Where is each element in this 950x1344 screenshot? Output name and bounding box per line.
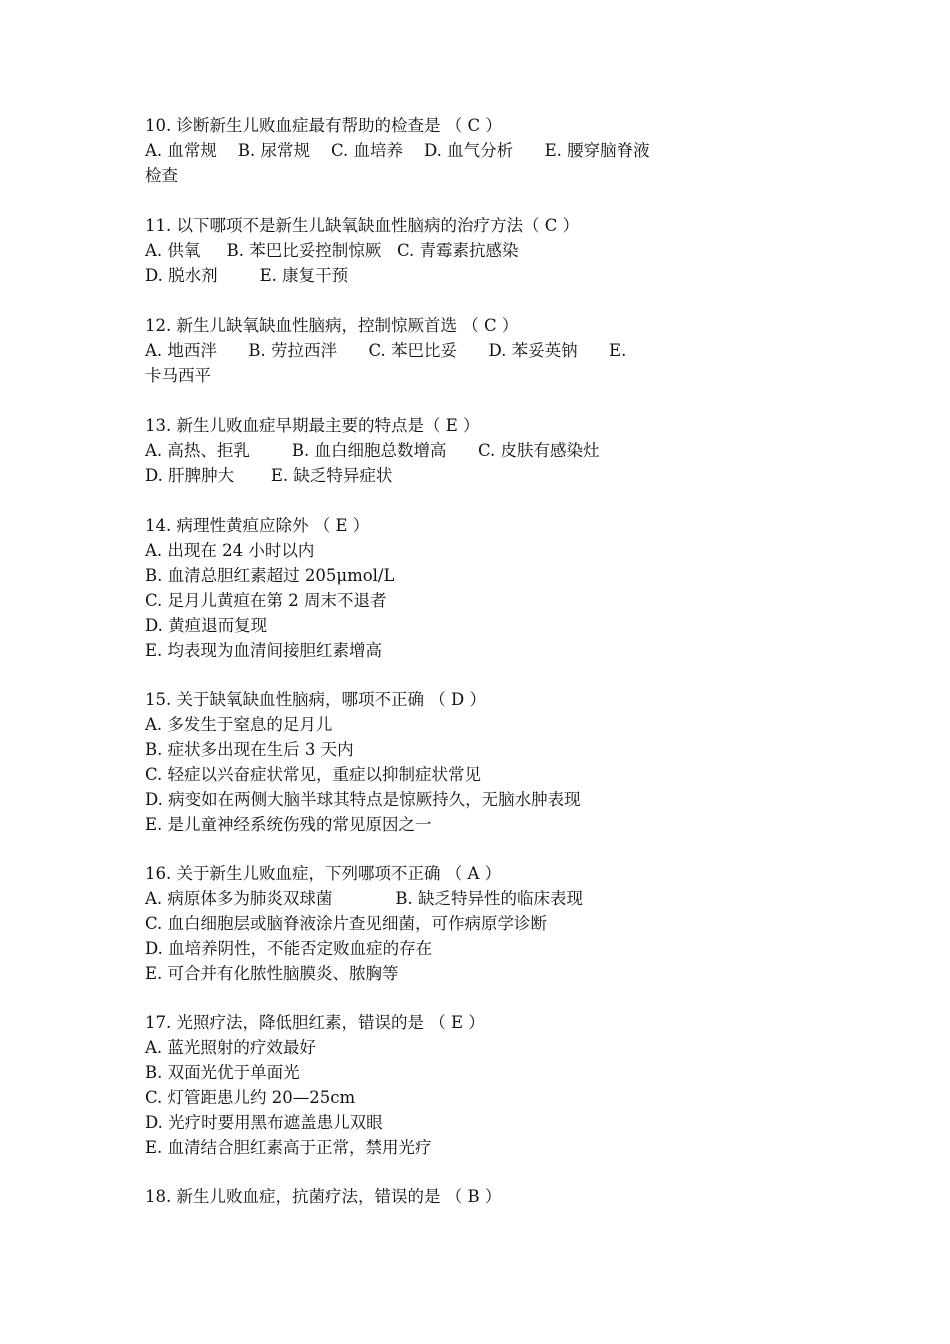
question-17-option-d: D. 光疗时要用黑布遮盖患儿双眼 <box>145 1113 383 1132</box>
question-14-option-b: B. 血清总胆红素超过 205μmol/L <box>145 566 395 585</box>
question-15-option-c: C. 轻症以兴奋症状常见，重症以抑制症状常见 <box>145 765 482 784</box>
question-13-options-line-1: A. 高热、拒乳 B. 血白细胞总数增高 C. 皮肤有感染灶 <box>145 441 600 460</box>
question-14-option-e: E. 均表现为血清间接胆红素增高 <box>145 641 383 660</box>
question-16-option-d: D. 血培养阴性，不能否定败血症的存在 <box>145 939 433 958</box>
question-17-option-b: B. 双面光优于单面光 <box>145 1063 300 1082</box>
question-17-option-e: E. 血清结合胆红素高于正常，禁用光疗 <box>145 1138 432 1157</box>
question-15-option-e: E. 是儿童神经系统伤残的常见原因之一 <box>145 815 432 834</box>
question-11-options-line-1: A. 供氧 B. 苯巴比妥控制惊厥 C. 青霉素抗感染 <box>145 241 519 260</box>
question-15-stem: 15. 关于缺氧缺血性脑病，哪项不正确 （ D ） <box>145 690 486 709</box>
question-11-stem: 11. 以下哪项不是新生儿缺氧缺血性脑病的治疗方法（ C ） <box>145 216 580 235</box>
question-18-stem: 18. 新生儿败血症，抗菌疗法，错误的是 （ B ） <box>145 1187 502 1206</box>
question-10-stem: 10. 诊断新生儿败血症最有帮助的检查是 （ C ） <box>145 116 502 135</box>
question-15-option-d: D. 病变如在两侧大脑半球其特点是惊厥持久，无脑水肿表现 <box>145 790 581 809</box>
question-13-stem: 13. 新生儿败血症早期最主要的特点是（ E ） <box>145 416 480 435</box>
question-10-options-line-1: A. 血常规 B. 尿常规 C. 血培养 D. 血气分析 E. 腰穿脑脊液 <box>145 141 650 160</box>
question-14-option-c: C. 足月儿黄疸在第 2 周末不退者 <box>145 591 387 610</box>
question-16-stem: 16. 关于新生儿败血症，下列哪项不正确 （ A ） <box>145 864 502 883</box>
question-13-options-line-2: D. 肝脾肿大 E. 缺乏特异症状 <box>145 466 393 485</box>
question-16-option-e: E. 可合并有化脓性脑膜炎、脓胸等 <box>145 964 399 983</box>
question-11-options-line-2: D. 脱水剂 E. 康复干预 <box>145 266 349 285</box>
question-12-stem: 12. 新生儿缺氧缺血性脑病，控制惊厥首选 （ C ） <box>145 316 519 335</box>
question-14-option-d: D. 黄疸退而复现 <box>145 616 268 635</box>
question-14-option-a: A. 出现在 24 小时以内 <box>145 541 315 560</box>
question-17-option-c: C. 灯管距患儿约 20—25cm <box>145 1088 356 1107</box>
question-12-options-line-2: 卡马西平 <box>145 366 211 385</box>
question-15-option-b: B. 症状多出现在生后 3 天内 <box>145 740 354 759</box>
question-17-option-a: A. 蓝光照射的疗效最好 <box>145 1038 316 1057</box>
question-16-options-ab: A. 病原体多为肺炎双球菌 B. 缺乏特异性的临床表现 <box>145 889 583 908</box>
question-16-option-c: C. 血白细胞层或脑脊液涂片查见细菌，可作病原学诊断 <box>145 914 548 933</box>
question-10-options-line-2: 检查 <box>145 166 178 185</box>
question-12-options-line-1: A. 地西泮 B. 劳拉西泮 C. 苯巴比妥 D. 苯妥英钠 E. <box>145 341 627 360</box>
question-17-stem: 17. 光照疗法，降低胆红素，错误的是 （ E ） <box>145 1013 485 1032</box>
question-15-option-a: A. 多发生于窒息的足月儿 <box>145 715 333 734</box>
question-14-stem: 14. 病理性黄疸应除外 （ E ） <box>145 516 370 535</box>
